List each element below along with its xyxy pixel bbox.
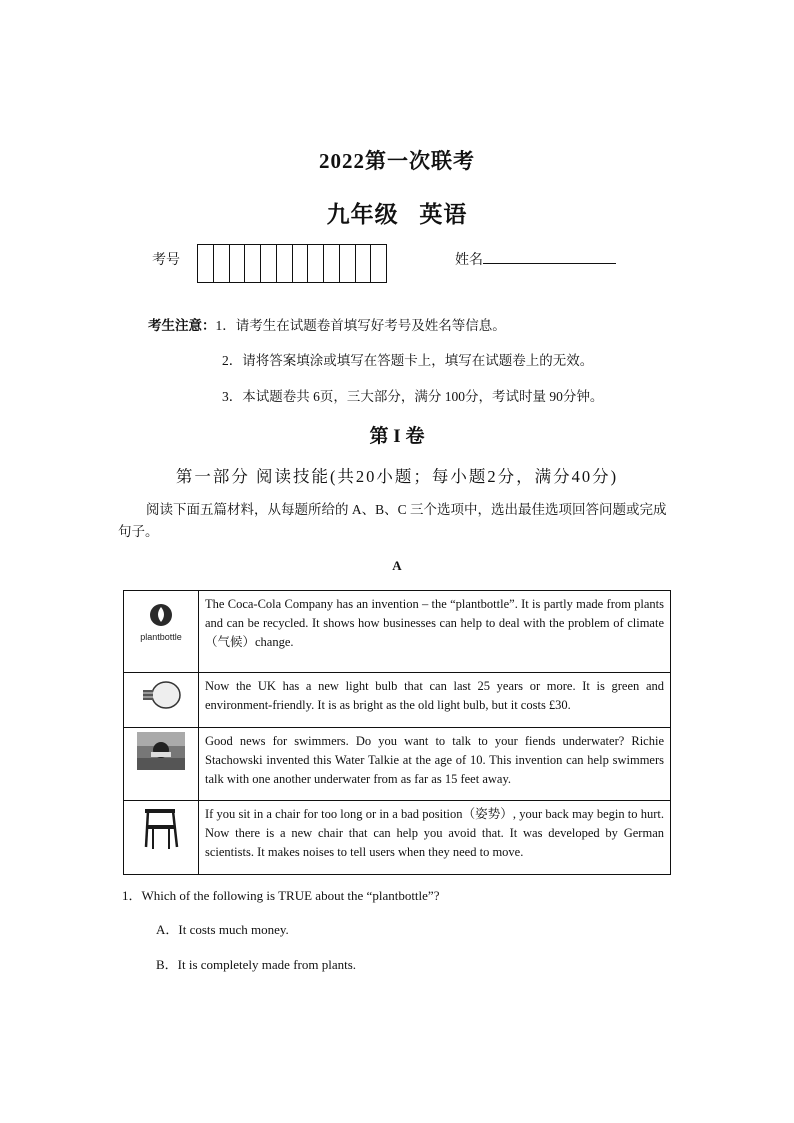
notice-label: 考生注意： [148,318,216,333]
passage-row-text: The Coca-Cola Company has an invention – the “plantbottle”. It is partly made from plants and can be recycled. It shows how businesses can help to deal with the problem of climate（气候）change. [199,591,671,673]
question-1-stem: 1．Which of the following is TRUE about the “plantbottle”? [122,888,440,903]
exam-title: 2022第一次联考 [319,149,475,173]
name-field[interactable] [483,263,616,264]
passage-table [123,590,671,875]
instructions: 阅读下面五篇材料，从每题所给的 A、B、C 三个选项中，选出最佳选项回答问题或完成句子。 [118,502,667,539]
question-1-option-a[interactable]: A．It costs much money. [156,922,289,937]
notice-item-2: 2．请将答案填涂或填写在答题卡上，填写在试题卷上的无效。 [222,353,594,368]
passage-row [124,728,671,801]
chair-icon [133,803,189,851]
passage-row [124,673,671,728]
passage-row [124,591,671,673]
volume-title: 第 I 卷 [369,426,425,447]
passage-row-text: Now the UK has a new light bulb that can last 25 years or more. It is green and environment-friendly. It is as bright as the old light bulb, but it costs £30. [199,673,671,728]
passage-row-text: If you sit in a chair for too long or in a bad position（姿势）, your back may begin to hurt. Now there is a new chair that can help you avoid that. It was developed by German scientists. It makes noises to tell users when they need to move. [199,801,671,875]
name-label: 姓名 [455,253,483,268]
notice-item-3: 3．本试题卷共 6页，三大部分，满分 100分，考试时量 90分钟。 [222,389,604,404]
question-1-option-b[interactable]: B．It is completely made from plants. [156,957,357,972]
passage-row-text: Good news for swimmers. Do you want to talk to your fiends underwater? Richie Stachowski invented this Water Talkie at the age of 10. This invention can help swimmers talk with one another underwater from as far as 15 feet away. [199,728,671,801]
passage-row [124,801,671,875]
light-bulb-icon [139,677,183,713]
exam-subtitle: 九年级 英语 [326,202,468,227]
exam-number-boxes[interactable] [197,244,387,283]
plantbottle-logo-icon [134,599,188,645]
plantbottle-logo-text: plantbottle [140,632,182,642]
notice-item-1: 1．请考生在试题卷首填写好考号及姓名等信息。 [215,318,506,333]
exam-number-label: 考号 [152,253,180,268]
passage-label: A [392,558,402,573]
part-title: 第一部分 阅读技能(共20小题；每小题2分，满分40分) [175,467,619,486]
swimmer-icon [137,732,185,770]
